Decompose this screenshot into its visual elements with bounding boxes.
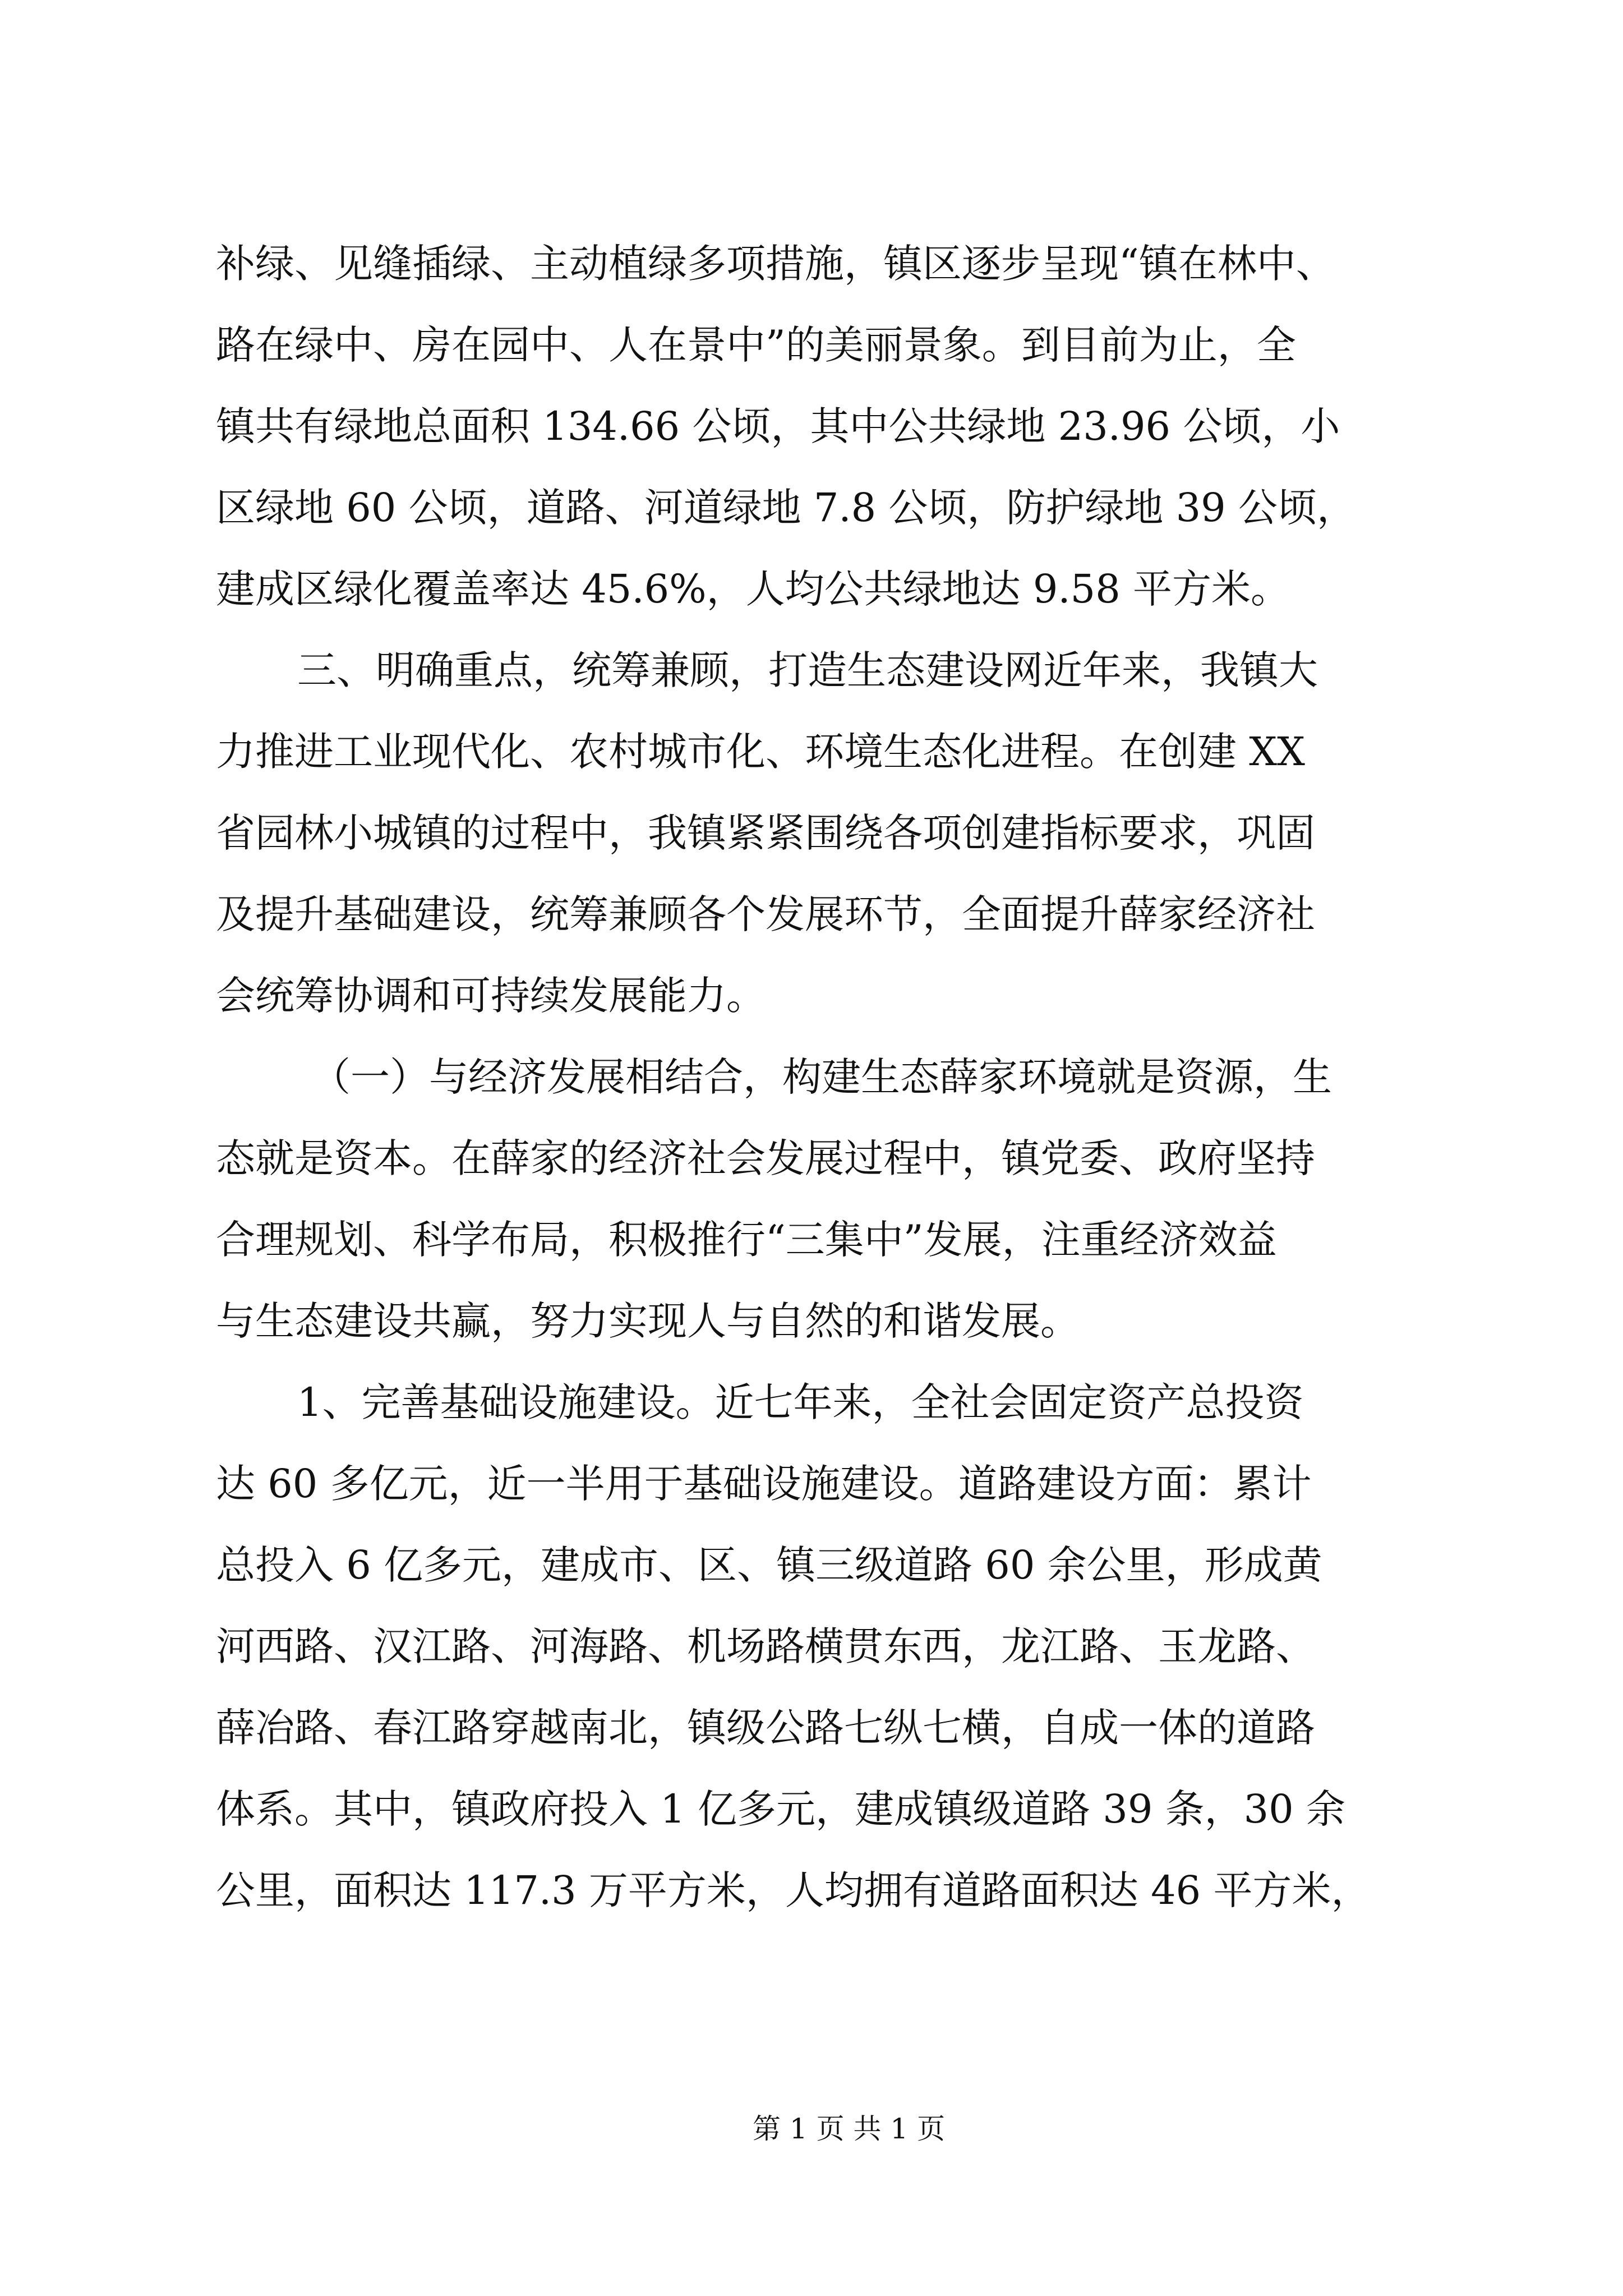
line-text: 建成区绿化覆盖率达 45.6%，人均公共绿地达 9.58 平方米。 <box>216 566 1290 612</box>
line-text: （一）与经济发展相结合，构建生态薛家环境就是资源，生 <box>311 1054 1332 1100</box>
line-text: 总投入 6 亿多元，建成市、区、镇三级道路 60 余公里，形成黄 <box>216 1542 1322 1588</box>
text-line <box>0 639 1623 701</box>
text-line <box>0 314 1623 376</box>
line-text: 力推进工业现代化、农村城市化、环境生态化进程。在创建 XX <box>216 729 1305 775</box>
text-line <box>0 884 1623 945</box>
line-text: 体系。其中，镇政府投入 1 亿多元，建成镇级道路 39 条，30 余 <box>216 1786 1345 1832</box>
line-text: 河西路、汉江路、河海路、机场路横贯东西，龙江路、玉龙路、 <box>216 1623 1315 1669</box>
text-line <box>0 1534 1623 1596</box>
line-text: 达 60 多亿元，近一半用于基础设施建设。道路建设方面：累计 <box>216 1461 1312 1507</box>
line-text: 路在绿中、房在园中、人在景中”的美丽景象。到目前为止，全 <box>216 322 1296 368</box>
line-text: 镇共有绿地总面积 134.66 公顷，其中公共绿地 23.96 公顷，小 <box>216 403 1340 449</box>
text-line <box>0 1046 1623 1108</box>
line-text: 补绿、见缝插绿、主动植绿多项措施，镇区逐步呈现“镇在林中、 <box>216 241 1335 287</box>
text-line <box>0 1128 1623 1189</box>
text-line <box>0 1697 1623 1759</box>
line-text: 1、完善基础设施建设。近七年来，全社会固定资产总投资 <box>297 1379 1304 1425</box>
line-text: 会统筹协调和可持续发展能力。 <box>216 973 766 1019</box>
text-line <box>0 1616 1623 1677</box>
line-text: 与生态建设共赢，努力实现人与自然的和谐发展。 <box>216 1298 1080 1344</box>
line-text: 合理规划、科学布局，积极推行“三集中”发展，注重经济效益 <box>216 1217 1277 1263</box>
text-line <box>0 1778 1623 1840</box>
text-line <box>0 802 1623 864</box>
line-text: 省园林小城镇的过程中，我镇紧紧围绕各项创建指标要求，巩固 <box>216 810 1315 856</box>
text-line <box>0 1453 1623 1515</box>
text-line <box>0 477 1623 539</box>
text-line <box>0 1372 1623 1433</box>
text-line <box>0 395 1623 457</box>
line-text: 薛冶路、春江路穿越南北，镇级公路七纵七横，自成一体的道路 <box>216 1705 1315 1751</box>
text-line <box>0 721 1623 783</box>
text-line <box>0 233 1623 295</box>
line-text: 区绿地 60 公顷，道路、河道绿地 7.8 公顷，防护绿地 39 公顷， <box>216 485 1356 531</box>
page-number: 第 1 页 共 1 页 <box>753 2113 946 2145</box>
text-line <box>0 558 1623 620</box>
page-footer <box>0 2104 1623 2154</box>
text-line <box>0 965 1623 1027</box>
line-text: 态就是资本。在薛家的经济社会发展过程中，镇党委、政府坚持 <box>216 1135 1315 1181</box>
line-text: 公里，面积达 117.3 万平方米，人均拥有道路面积达 46 平方米， <box>216 1867 1371 1913</box>
line-text: 三、明确重点，统筹兼顾，打造生态建设网近年来，我镇大 <box>297 647 1318 693</box>
line-text: 及提升基础建设，统筹兼顾各个发展环节，全面提升薛家经济社 <box>216 891 1315 937</box>
text-line <box>0 1860 1623 1921</box>
text-line <box>0 1290 1623 1352</box>
text-line <box>0 1209 1623 1271</box>
